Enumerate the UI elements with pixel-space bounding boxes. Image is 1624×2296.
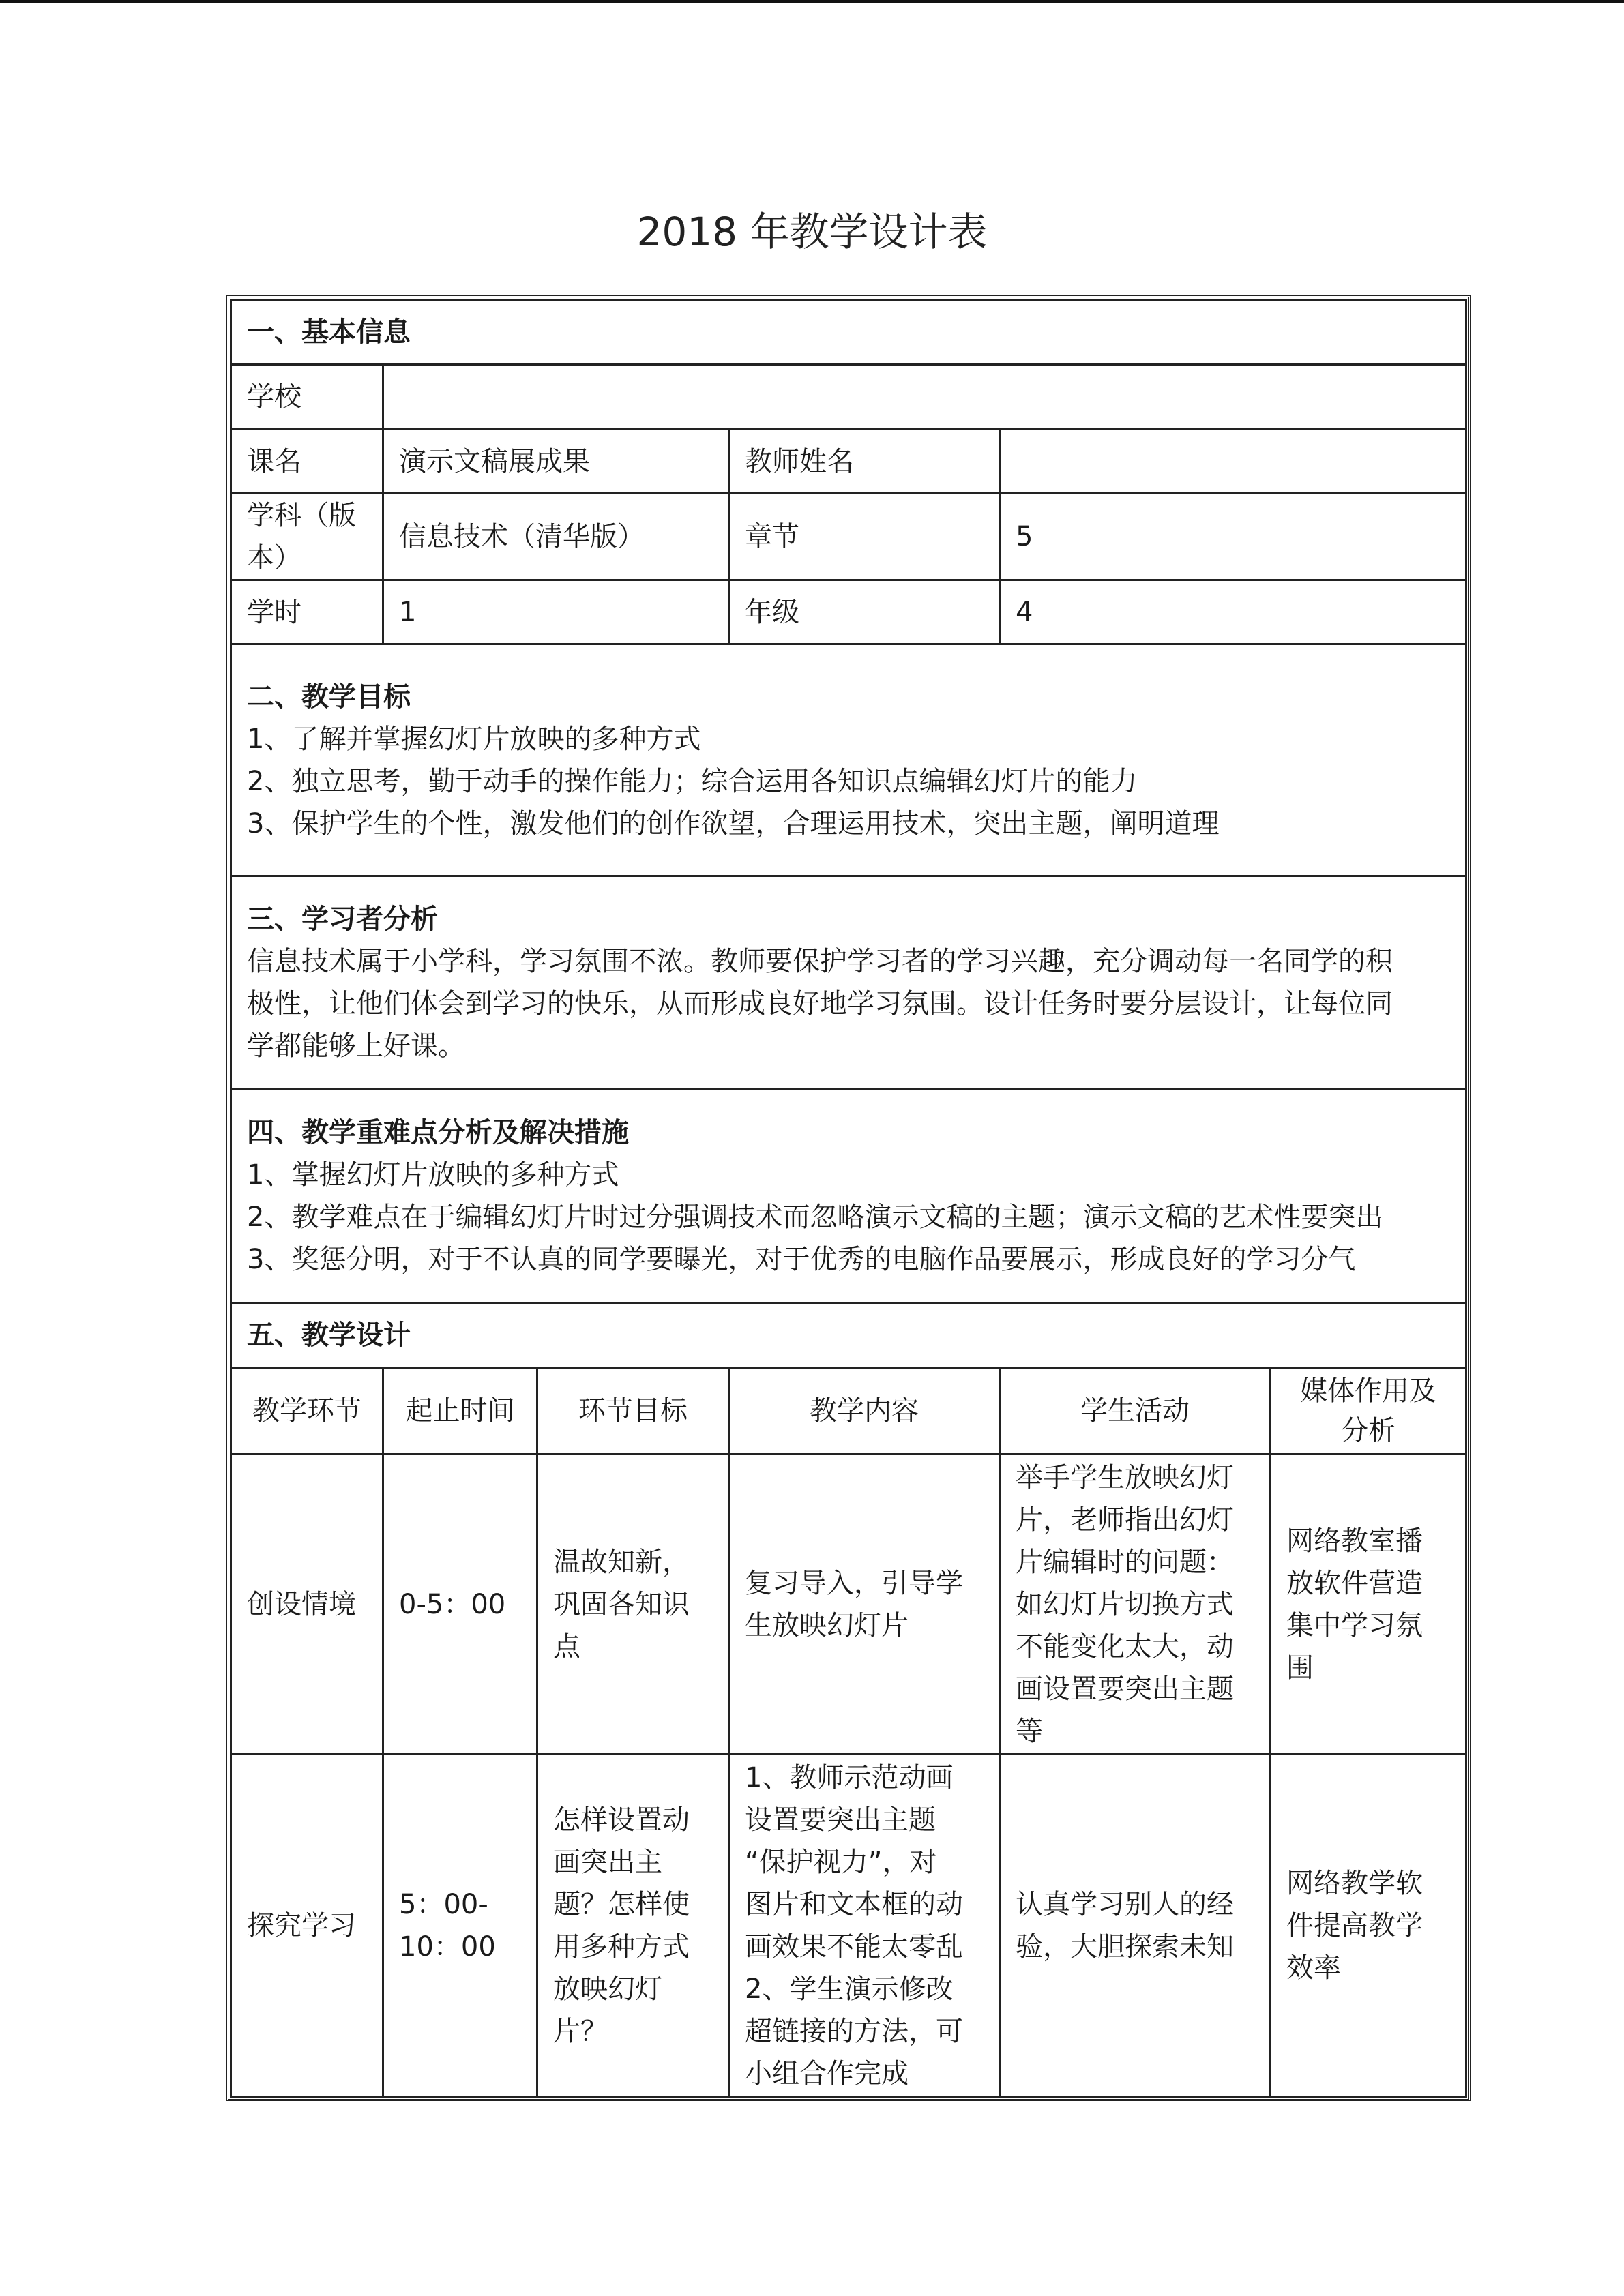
objective-line: 1、了解并掌握幻灯片放映的多种方式 bbox=[247, 723, 701, 755]
stage-cell: 探究学习 bbox=[231, 1755, 383, 2097]
analysis-line: 极性，让他们体会到学习的快乐，从而形成良好地学习氛围。设计任务时要分层设计，让每位同 bbox=[247, 988, 1393, 1019]
objective-line: 2、独立思考，勤于动手的操作能力；综合运用各知识点编辑幻灯片的能力 bbox=[247, 765, 1138, 797]
hours-label: 学时 bbox=[231, 580, 383, 644]
course-value: 演示文稿展成果 bbox=[383, 430, 729, 494]
subject-label: 学科（版本） bbox=[231, 494, 383, 580]
activity-cell: 认真学习别人的经 验，大胆探索未知 bbox=[1000, 1755, 1271, 2097]
section4-heading: 四、教学重难点分析及解决措施 bbox=[247, 1117, 629, 1148]
keypoint-line: 3、奖惩分明，对于不认真的同学要曝光，对于优秀的电脑作品要展示，形成良好的学习分气 bbox=[247, 1244, 1356, 1275]
time-cell: 5：00- 10：00 bbox=[383, 1755, 537, 2097]
col-header-media: 媒体作用及 分析 bbox=[1271, 1368, 1466, 1455]
chapter-label: 章节 bbox=[729, 494, 1000, 580]
section5-heading: 五、教学设计 bbox=[231, 1303, 1466, 1368]
content-cell: 1、教师示范动画 设置要突出主题 “保护视力”，对 图片和文本框的动 画效果不能太零乱 2、学生演示修改 超链接的方法，可 小组合作完成 bbox=[729, 1755, 1000, 2097]
keypoint-line: 2、教学难点在于编辑幻灯片时过分强调技术而忽略演示文稿的主题；演示文稿的艺术性要突出 bbox=[247, 1202, 1383, 1233]
school-label: 学校 bbox=[231, 365, 383, 430]
grade-label: 年级 bbox=[729, 580, 1000, 644]
media-cell: 网络教室播 放软件营造 集中学习氛 围 bbox=[1271, 1455, 1466, 1755]
top-border-line bbox=[0, 0, 1624, 3]
table-row bbox=[231, 1455, 1466, 1755]
stage-cell: 创设情境 bbox=[231, 1455, 383, 1755]
keypoint-line: 1、掌握幻灯片放映的多种方式 bbox=[247, 1159, 619, 1191]
lesson-design-table bbox=[230, 299, 1467, 2098]
teacher-label: 教师姓名 bbox=[729, 430, 1000, 494]
col-header-activity: 学生活动 bbox=[1000, 1368, 1271, 1455]
school-value bbox=[383, 365, 1466, 430]
hours-value: 1 bbox=[383, 580, 729, 644]
col-header-stage: 教学环节 bbox=[231, 1368, 383, 1455]
analysis-line: 信息技术属于小学科，学习氛围不浓。教师要保护学习者的学习兴趣，充分调动每一名同学的积 bbox=[247, 946, 1393, 977]
analysis-line: 学都能够上好课。 bbox=[247, 1030, 465, 1062]
section2-block bbox=[231, 644, 1466, 876]
activity-cell: 举手学生放映幻灯 片，老师指出幻灯 片编辑时的问题： 如幻灯片切换方式 不能变化太大，动 画设置要突出主题 等 bbox=[1000, 1455, 1271, 1755]
teacher-value bbox=[1000, 430, 1466, 494]
content-cell: 复习导入，引导学 生放映幻灯片 bbox=[729, 1455, 1000, 1755]
table-row bbox=[231, 1755, 1466, 2097]
col-header-goal: 环节目标 bbox=[537, 1368, 729, 1455]
section4-block bbox=[231, 1090, 1466, 1303]
media-cell: 网络教学软 件提高教学 效率 bbox=[1271, 1755, 1466, 2097]
section3-heading: 三、学习者分析 bbox=[247, 904, 438, 935]
goal-cell: 温故知新， 巩固各知识 点 bbox=[537, 1455, 729, 1755]
subject-value: 信息技术（清华版） bbox=[383, 494, 729, 580]
objective-line: 3、保护学生的个性，激发他们的创作欲望，合理运用技术，突出主题，阐明道理 bbox=[247, 807, 1220, 839]
section2-heading: 二、教学目标 bbox=[247, 681, 411, 713]
col-header-time: 起止时间 bbox=[383, 1368, 537, 1455]
col-header-content: 教学内容 bbox=[729, 1368, 1000, 1455]
course-label: 课名 bbox=[231, 430, 383, 494]
chapter-value: 5 bbox=[1000, 494, 1466, 580]
page-title: 2018 年教学设计表 bbox=[636, 209, 988, 255]
section3-block bbox=[231, 876, 1466, 1090]
grade-value: 4 bbox=[1000, 580, 1466, 644]
section1-heading: 一、基本信息 bbox=[231, 300, 1466, 365]
goal-cell: 怎样设置动 画突出主 题？怎样使 用多种方式 放映幻灯 片？ bbox=[537, 1755, 729, 2097]
time-cell: 0-5：00 bbox=[383, 1455, 537, 1755]
